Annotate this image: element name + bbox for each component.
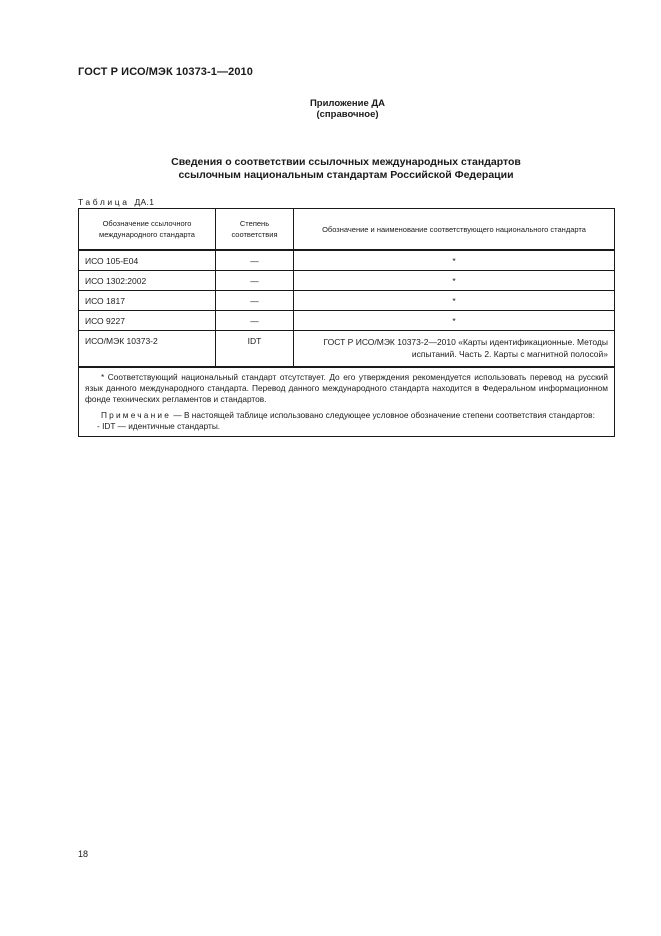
table-notes-cell (79, 367, 615, 436)
note-item: - IDT — идентичные стандарты. (97, 421, 221, 432)
table-note (85, 410, 608, 421)
table-caption (78, 197, 154, 207)
cell-intl: ИСО/МЭК 10373-2 (79, 331, 216, 368)
cell-intl: ИСО 9227 (79, 311, 216, 331)
cell-national: * (294, 311, 615, 331)
note-text: — В настоящей таблице использовано следующее условное обозначение степени соответствия стандартов: (171, 410, 595, 421)
cell-degree: IDT (216, 331, 294, 368)
cell-degree: — (216, 291, 294, 311)
cell-degree: — (216, 311, 294, 331)
note-label: Примечание (101, 410, 172, 421)
cell-national: ГОСТ Р ИСО/МЭК 10373-2—2010 «Карты идентификационные. Методы испытаний. Часть 2. Карты с магнитной полосой» (294, 331, 615, 368)
table-caption-word: Таблица (78, 197, 130, 207)
cell-degree: — (216, 250, 294, 271)
table-notes-row (79, 367, 615, 436)
table-row (79, 311, 615, 331)
section-title (78, 156, 614, 182)
table-row (79, 271, 615, 291)
appendix-title: Приложение ДА (309, 98, 386, 109)
table-row (79, 250, 615, 271)
table-footnote: * Соответствующий национальный стандарт отсутствует. До его утверждения рекомендуется использовать перевод на русский язык данного международного стандарта. Перевод данного международного стандарта находится в Федеральном информационном фонде технических регламентов и стандартов. (85, 372, 608, 404)
appendix-heading (0, 98, 661, 120)
cell-intl: ИСО 1817 (79, 291, 216, 311)
cell-intl: ИСО 105-E04 (79, 250, 216, 271)
cell-degree: — (216, 271, 294, 291)
cell-intl: ИСО 1302:2002 (79, 271, 216, 291)
table-row (79, 331, 615, 368)
cell-national: * (294, 250, 615, 271)
table-header-row (79, 209, 615, 251)
appendix-subtitle: (справочное) (316, 109, 379, 120)
table-caption-number: ДА.1 (134, 197, 155, 207)
cell-national: * (294, 291, 615, 311)
standards-table (78, 208, 615, 437)
header-degree: Степень соответствия (216, 209, 294, 251)
section-title-line1: Сведения о соответствии ссылочных международных стандартов (171, 156, 521, 168)
page-number: 18 (78, 849, 89, 859)
header-intl-standard: Обозначение ссылочного международного стандарта (79, 209, 216, 251)
header-national-standard: Обозначение и наименование соответствующего национального стандарта (294, 209, 615, 251)
table-row (79, 291, 615, 311)
document-code: ГОСТ Р ИСО/МЭК 10373-1—2010 (78, 66, 253, 78)
section-title-line2: ссылочным национальным стандартам Российской Федерации (178, 169, 514, 181)
cell-national: * (294, 271, 615, 291)
